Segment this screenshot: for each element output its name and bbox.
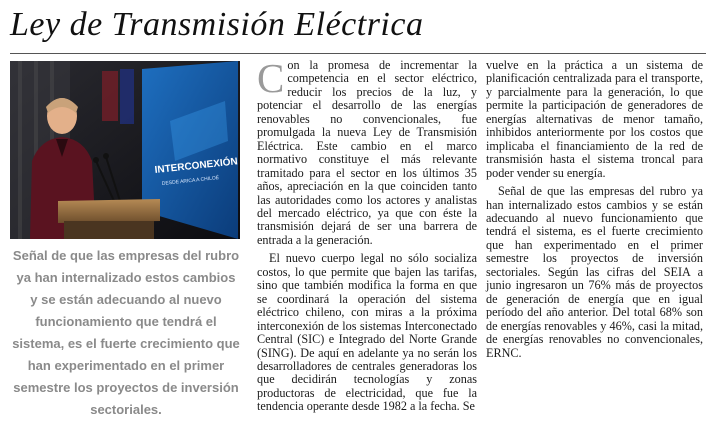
article-paragraph-3: Señal de que las empresas del rubro ya han internalizado estos cambios y se están adecuando al nuevo funcionamiento que tendrá el sistema, es el fuerte crecimiento que han experimentado en el primer semestre los proyectos de inversión sectoriales. Según las cifras del SEIA a junio ingresaron un 76% más de proyectos de generación de energía que en igual período del año anterior. Del total 68% son de energías renovables y 46%, casi la mitad, de energías renovables no convencionales, ERNC. xyxy=(486,184,703,360)
article-paragraph-2-continued: vuelve en la práctica a un sistema de planificación centralizada para el transporte, y parcialmente para la generación, lo que permite la participación de generadores de energías alternativas de menor tamaño, inhibidos anteriormente por los costos que implicaba el financiamiento de la red de transmisión hasta el sistema troncal para poder vender su energía. xyxy=(486,58,703,180)
article-paragraph-1 xyxy=(257,55,477,247)
drop-cap: C xyxy=(257,55,285,101)
screen-subtitle: DESDE ARICA A CHILOÉ xyxy=(161,175,220,187)
article-column-1 xyxy=(257,55,477,414)
article-title: Ley de Transmisión Eléctrica xyxy=(10,6,424,43)
screen-headline: INTERCONEXIÓN xyxy=(154,156,239,176)
title-divider xyxy=(10,53,706,54)
article-column-2 xyxy=(486,59,703,360)
photo-illustration xyxy=(10,61,240,239)
paragraph-1-text: on la promesa de incrementar la competencia en el sector eléctrico, reducir los precios de la luz, y potenciar el desarrollo de las energías renovables no convencionales, fue promulgada la nueva Ley de Transmisión Eléctrica. Este cambio en el marco normativo constituye el más relevante tramitado para el sector en los últimos 35 años, apreciación en la que coinciden tanto las autoridades como los actores y analistas del mercado eléctrico, ya que con éste la transmisión dejará de ser una barrera de entrada a la generación. xyxy=(257,58,477,247)
article-paragraph-2: El nuevo cuerpo legal no sólo socializa costos, lo que permite que bajen las tarifas, sino que también modifica la forma en que se coordinará la operación del sistema eléctrico chileno, con miras a la próxima interconexión de los sistemas Interconectado Central (SIC) e Integrado del Norte Grande (SING). De aquí en adelante ya no serán los desarrolladores de centrales generadoras los que decidirán tecnologías y zonas productoras de electricidad, que fue la tendencia operante desde 1982 a la fecha. Se xyxy=(257,251,477,414)
photo-caption: Señal de que las empresas del rubro ya han internalizado estos cambios y se están adecuando al nuevo funcionamiento que tendrá el sistema, es el fuerte crecimiento que han experimentado en el primer semestre los proyectos de inversión sectoriales. xyxy=(12,248,240,417)
article-photo xyxy=(10,61,240,239)
